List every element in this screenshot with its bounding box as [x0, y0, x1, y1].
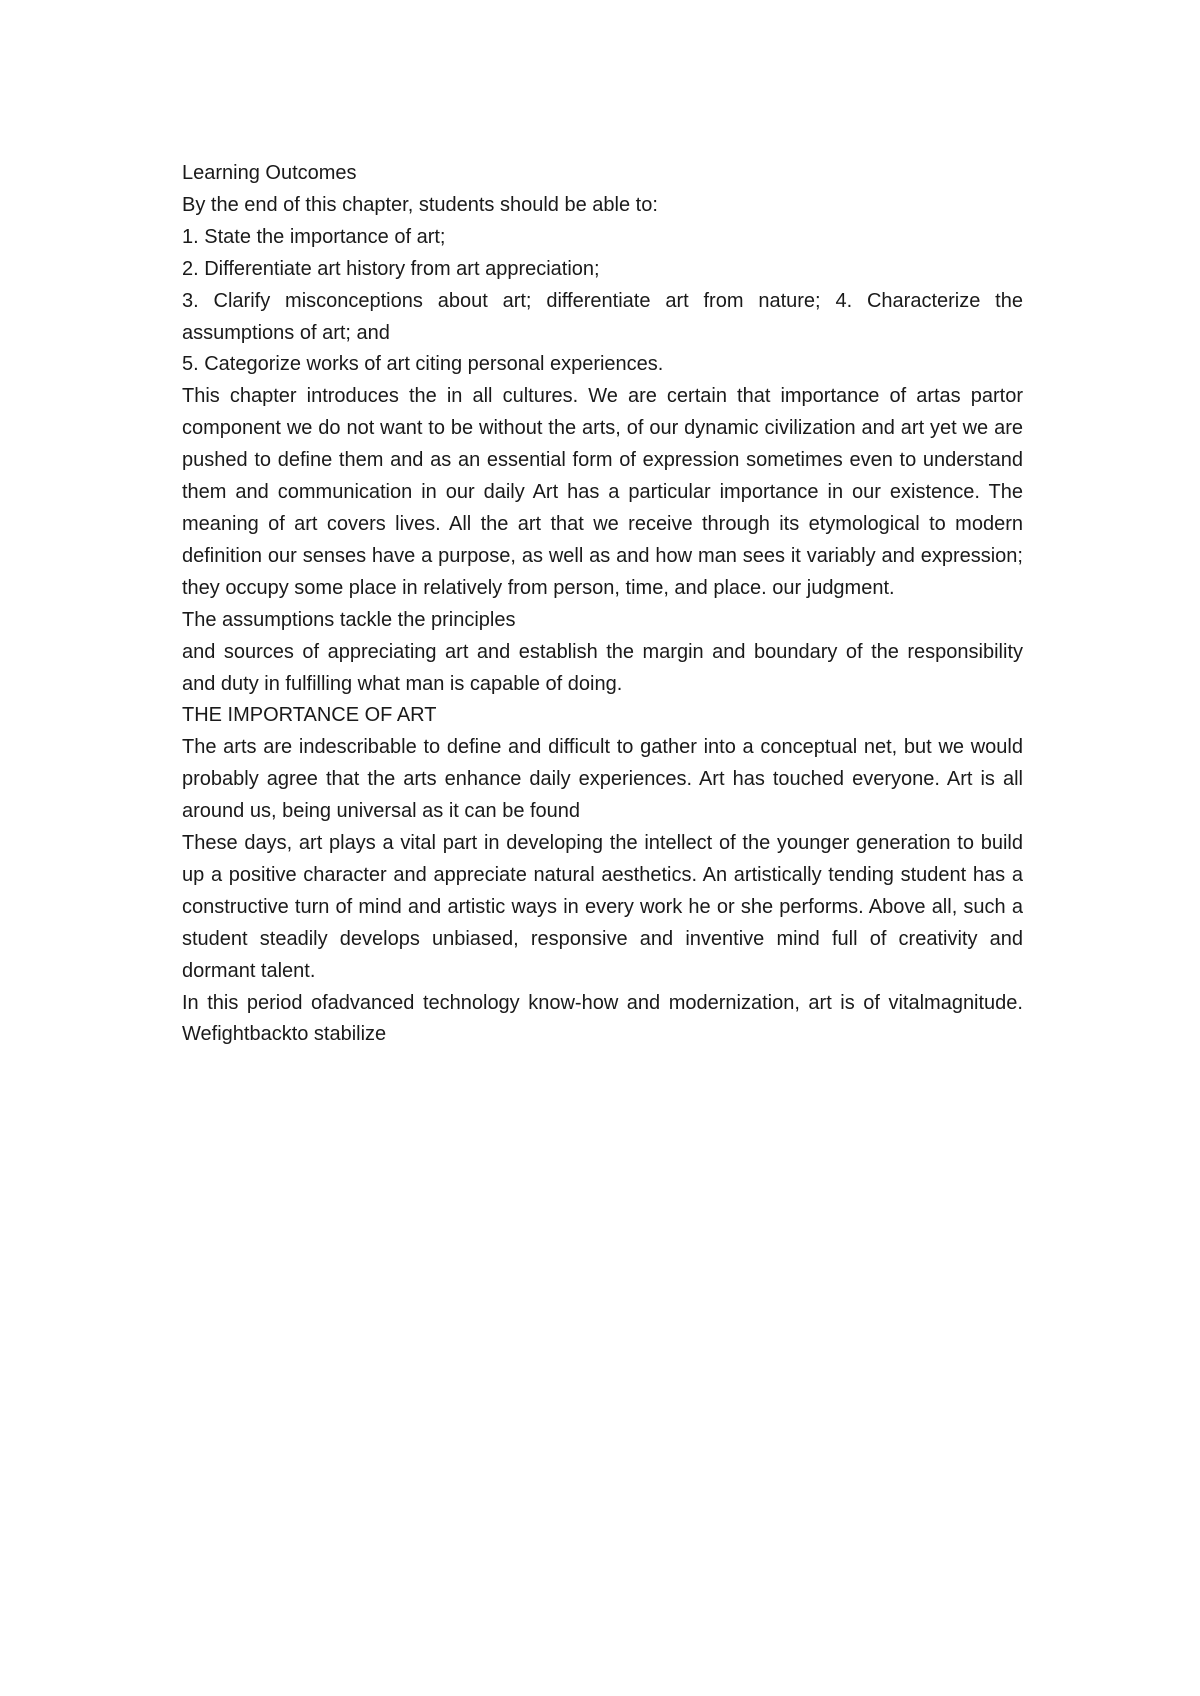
intro-line: By the end of this chapter, students should be able to: [182, 193, 658, 216]
outcome-item-1: 1. State the importance of art; [182, 225, 446, 248]
paragraph-assumptions: and sources of appreciating art and establish the margin and boundary of the responsibility and duty in fulfilling what man is capable of doing. [182, 640, 1023, 695]
section-heading: THE IMPORTANCE OF ART [182, 704, 437, 727]
outcome-item-2: 2. Differentiate art history from art appreciation; [182, 257, 600, 280]
outcome-item-3-4: 3. Clarify misconceptions about art; differentiate art from nature; 4. Characterize the assumptions of art; and [182, 289, 1023, 344]
learning-outcomes-heading: Learning Outcomes [182, 162, 357, 184]
paragraph-chapter-intro: This chapter introduces the in all cultures. We are certain that importance of artas partor component we do not want to be without the arts, of our dynamic civilization and art yet we are pushed to define them and as an essential form of expression sometimes even to understand them and communication in our daily Art has a particular importance in our existence. The meaning of art covers lives. All the art that we receive through its etymological to modern definition our senses have a purpose, as well as and how man sees it variably and expression; they occupy some place in relatively from person, time, and place. our judgment. [182, 385, 1023, 599]
outcome-item-5: 5. Categorize works of art citing personal experiences. [182, 353, 664, 376]
assumptions-line: The assumptions tackle the principles [182, 608, 516, 631]
paragraph-these-days: These days, art plays a vital part in developing the intellect of the younger generation to build up a positive character and appreciate natural aesthetics. An artistically tending student has a constructive turn of mind and artistic ways in every work he or she performs. Above all, such a student steadily develops unbiased, responsive and inventive mind full of creativity and dormant talent. [182, 832, 1023, 982]
paragraph-arts-indescribable: The arts are indescribable to define and difficult to gather into a conceptual net, but we would probably agree that the arts enhance daily experiences. Art has touched everyone. Art is all around us, being universal as it can be found [182, 736, 1023, 823]
paragraph-advanced-technology: In this period ofadvanced technology know-how and modernization, art is of vitalmagnitude. Wefightbackto stabilize [182, 991, 1023, 1046]
document-body [182, 158, 1023, 1051]
